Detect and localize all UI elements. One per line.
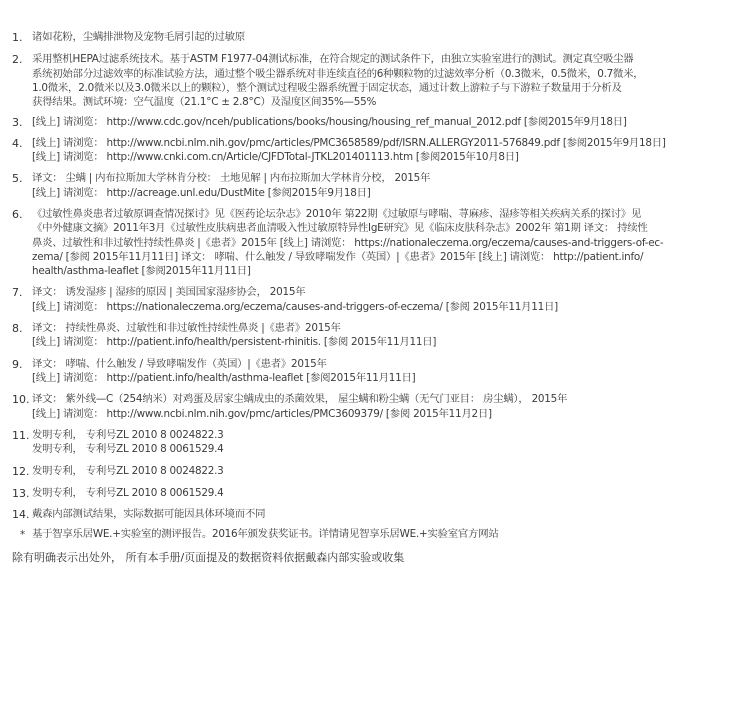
reference-item	[0, 285, 750, 314]
reference-text: 译文： 诱发湿疹 | 湿疹的原因 | 美国国家湿疹协会， 2015年	[32, 286, 306, 299]
reference-item	[0, 136, 750, 165]
reference-item	[0, 321, 750, 350]
reference-item	[0, 486, 750, 500]
reference-text: 1.0微米，2.0微米以及3.0微米以上的颗粒），整个测试过程吸尘器系统置于固定状态，通过计数上游粒子与下游粒子数量用于分析及	[32, 81, 622, 94]
reference-number: 6.	[12, 207, 23, 221]
reference-item	[0, 115, 750, 129]
reference-item	[0, 207, 750, 278]
reference-text: 《过敏性鼻炎患者过敏原调查情况探讨》见《医药论坛杂志》2010年 第22期《过敏原与哮喘、荨麻疹、湿疹等相关疾病关系的探讨》见	[32, 207, 642, 220]
footnote	[0, 527, 750, 542]
reference-text: 系统初始部分过滤效率的标准试验方法，通过整个吸尘器系统对非连续直径的6种颗粒物的过滤效率分析（0.3微米，0.5微米，0.7微米，	[32, 67, 644, 80]
reference-link: [线上] 请浏览： http://patient.info/health/persistent-rhinitis. [参阅 2015年11月11日]	[32, 336, 437, 349]
reference-text: 诸如花粉，尘螨排泄物及宠物毛屑引起的过敏原	[32, 31, 245, 43]
reference-item	[0, 507, 750, 521]
reference-text: 发明专利， 专利号ZL 2010 8 0061529.4	[32, 486, 224, 499]
reference-list	[0, 30, 750, 565]
reference-text: 译文： 尘螨 | 内布拉斯加大学林肯分校： 土地见解 | 内布拉斯加大学林肯分校， 2015年	[32, 172, 431, 185]
reference-text: 鼻炎、过敏性和非过敏性持续性鼻炎 |《患者》2015年 [线上] 请浏览： https://nationaleczema.org/eczema/causes-and-triggers-of-ec-	[32, 236, 664, 249]
reference-item	[0, 357, 750, 386]
reference-number: 4.	[12, 136, 23, 150]
reference-item	[0, 428, 750, 457]
reference-text: zema/ [参阅 2015年11月11日] 译文： 哮喘、什么触发 / 导致哮喘发作（英国）|《患者》2015年 [线上] 请浏览： http://patient.info/	[32, 250, 644, 263]
reference-link: [线上] 请浏览： http://www.cnki.com.cn/Article/CJFDTotal-JTKL201401113.htm [参阅2015年10月8日]	[32, 151, 519, 164]
reference-number: 10.	[12, 393, 30, 407]
reference-text: 发明专利， 专利号ZL 2010 8 0061529.4	[32, 443, 224, 456]
reference-item	[0, 464, 750, 478]
reference-item	[0, 30, 750, 44]
reference-number: 14.	[12, 508, 30, 522]
reference-number: 2.	[12, 53, 23, 67]
reference-text: 译文： 持续性鼻炎、过敏性和非过敏性持续性鼻炎 |《患者》2015年	[32, 322, 341, 335]
disclaimer-text: 除有明确表示出处外， 所有本手册/页面提及的数据资料依据戴森内部实验或收集	[12, 551, 405, 565]
footnote-marker: *	[20, 529, 25, 542]
reference-number: 3.	[12, 116, 23, 130]
reference-text: 发明专利， 专利号ZL 2010 8 0024822.3	[32, 465, 224, 478]
footnote-text: 基于智享乐居WE.+实验室的测评报告。2016年颁发获奖证书。详情请见智享乐居WE.+实验室官方网站	[32, 528, 499, 541]
reference-link: [线上] 请浏览： https://nationaleczema.org/eczema/causes-and-triggers-of-eczema/ [参阅 2015年11月11日]	[32, 300, 558, 313]
reference-text: 译文： 紫外线—C（254纳米）对鸡蛋及居家尘螨成虫的杀菌效果， 屋尘螨和粉尘螨（无气门亚目： 房尘螨）， 2015年	[32, 393, 568, 406]
reference-number: 13.	[12, 486, 30, 500]
reference-link: [线上] 请浏览： http://www.ncbi.nlm.nih.gov/pmc/articles/PMC3658589/pdf/ISRN.ALLERGY2011-576849.pdf [参阅2015年9月18日]	[32, 136, 666, 149]
reference-link: [线上] 请浏览： http://www.cdc.gov/nceh/publications/books/housing/housing_ref_manual_2012.pdf [参阅2015年9月18日]	[32, 116, 627, 129]
reference-number: 7.	[12, 286, 23, 300]
reference-text: 采用整机HEPA过滤系统技术。基于ASTM F1977-04测试标准，在符合规定的测试条件下，由独立实验室进行的测试。测定真空吸尘器	[32, 53, 634, 66]
reference-link: [线上] 请浏览： http://acreage.unl.edu/DustMite [参阅2015年9月18日]	[32, 186, 371, 199]
reference-item	[0, 171, 750, 200]
reference-text: health/asthma-leaflet [参阅2015年11月11日]	[32, 265, 251, 278]
reference-number: 1.	[12, 31, 23, 44]
reference-item	[0, 392, 750, 421]
reference-number: 12.	[12, 465, 30, 479]
reference-number: 5.	[12, 172, 23, 186]
reference-number: 11.	[12, 428, 30, 442]
reference-number: 8.	[12, 322, 23, 336]
reference-number: 9.	[12, 357, 23, 371]
reference-text: 获得结果。测试环境：空气温度（21.1°C ± 2.8°C）及湿度区间35%—55%	[32, 96, 377, 109]
reference-text: 发明专利， 专利号ZL 2010 8 0024822.3	[32, 428, 224, 441]
reference-text: 《中外健康文摘》2011年3月《过敏性皮肤病患者血清吸入性过敏原特异性IgE研究》见《临床皮肤科杂志》2002年 第1期 译文： 持续性	[32, 222, 648, 235]
reference-item	[0, 52, 750, 109]
reference-text: 译文： 哮喘、什么触发 / 导致哮喘发作（英国）|《患者》2015年	[32, 357, 327, 370]
reference-link: [线上] 请浏览： http://www.ncbi.nlm.nih.gov/pmc/articles/PMC3609379/ [参阅 2015年11月2日]	[32, 407, 492, 420]
reference-text: 戴森内部测试结果，实际数据可能因具体环境而不同	[32, 508, 266, 521]
reference-link: [线上] 请浏览： http://patient.info/health/asthma-leaflet [参阅2015年11月11日]	[32, 371, 416, 384]
